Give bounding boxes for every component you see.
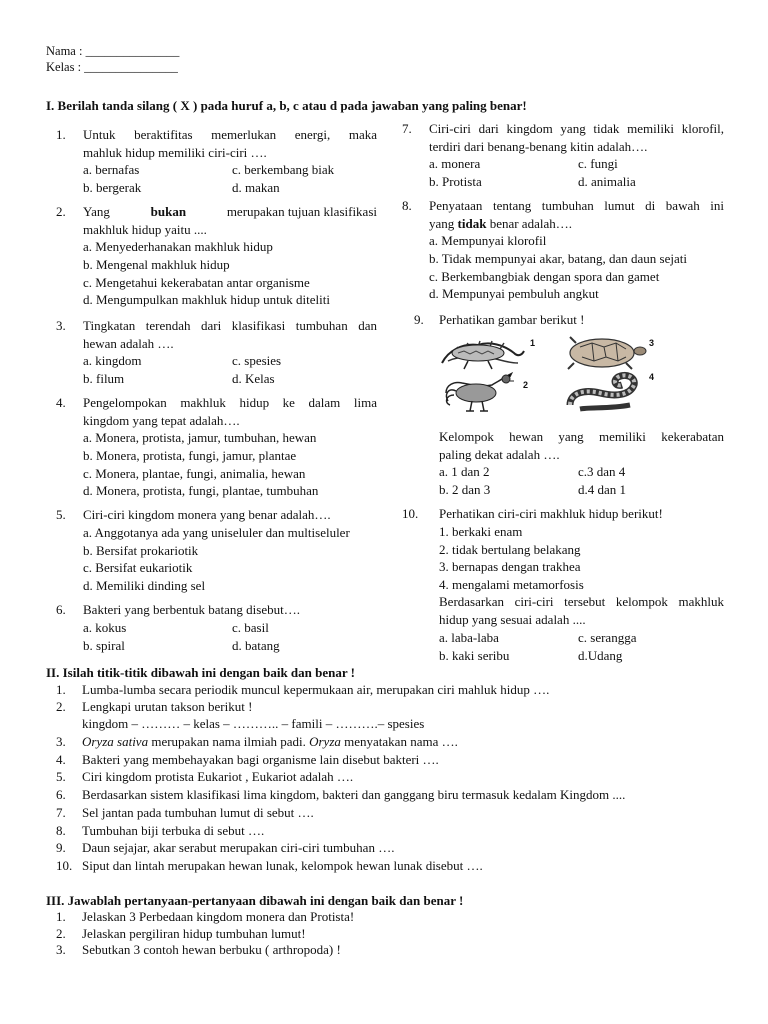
- question-number: 8.: [402, 198, 412, 213]
- animal-image-1-lizard: [438, 333, 528, 371]
- list-item: 1. berkaki enam: [439, 524, 523, 539]
- question-text: Ciri-ciri dari kingdom yang tidak memiliki klorofil,: [429, 121, 724, 136]
- question-3: [56, 317, 378, 389]
- item-text: Siput dan lintah merupakan hewan lunak, kelompok hewan lunak disebut ….: [82, 858, 483, 873]
- question-number: 2.: [56, 204, 66, 219]
- list-item: 4. mengalami metamorfosis: [439, 577, 584, 592]
- question-text: Untuk beraktifitas memerlukan energi, maka: [83, 127, 377, 142]
- option-d: d.Udang: [578, 648, 623, 663]
- question-number: 9.: [414, 312, 424, 327]
- question-text-emphasis: tidak: [457, 215, 487, 231]
- item-text: Sebutkan 3 contoh hewan berbuku ( arthropoda) !: [82, 942, 341, 957]
- question-5: [56, 506, 378, 596]
- option-a: a. 1 dan 2: [439, 464, 490, 479]
- option-b: b. bergerak: [83, 180, 142, 195]
- question-text: paling dekat adalah ….: [439, 446, 560, 462]
- option-c: c. spesies: [232, 353, 282, 368]
- animal-image-2-rooster: [438, 371, 520, 413]
- option-d: d. animalia: [578, 174, 636, 189]
- question-text: Berdasarkan ciri-ciri tersebut kelompok makhluk: [439, 594, 724, 609]
- question-text-emphasis: bukan: [150, 204, 187, 219]
- question-number: 6.: [56, 602, 66, 617]
- section-3-title: III. Jawablah pertanyaan-pertanyaan dibawah ini dengan baik dan benar !: [46, 893, 464, 908]
- image-label: 4: [649, 372, 655, 382]
- question-text: benar adalah….: [486, 215, 572, 231]
- item-text: Ciri kingdom protista Eukariot , Eukariot adalah ….: [82, 769, 354, 784]
- question-text: terdiri dari benang-benang kitin adalah….: [429, 138, 648, 154]
- list-item: [46, 715, 424, 733]
- question-number: 10.: [402, 506, 419, 521]
- image-label: 1: [530, 338, 536, 348]
- option-c: c. fungi: [578, 156, 618, 171]
- question-number: 5.: [56, 507, 66, 522]
- item-text: Berdasarkan sistem klasifikasi lima kingdom, bakteri dan ganggang biru termasuk kedalam Kingdom ....: [82, 787, 626, 802]
- image-label: 2: [523, 380, 529, 390]
- question-number: 1.: [56, 127, 66, 142]
- option-d: d. Monera, protista, fungi, plantae, tumbuhan: [83, 483, 319, 498]
- option-c: c. Mengetahui kekerabatan antar organisme: [83, 275, 310, 290]
- item-number: 3.: [56, 942, 66, 957]
- question-4: [56, 394, 378, 502]
- question-7: [402, 120, 726, 192]
- item-number: 6.: [56, 787, 66, 802]
- list-item: 2. tidak bertulang belakang: [439, 542, 581, 557]
- option-c: c. basil: [232, 620, 269, 635]
- list-item: [46, 822, 264, 840]
- list-item: [46, 733, 458, 751]
- item-text-italic: Oryza sativa: [82, 734, 149, 749]
- item-number: 4.: [56, 752, 66, 767]
- option-b: b. Protista: [429, 174, 482, 189]
- question-text: Pengelompokan makhluk hidup ke dalam lima: [83, 395, 377, 410]
- question-text: mahluk hidup memiliki ciri-ciri ….: [83, 144, 267, 160]
- question-text: Bakteri yang berbentuk batang disebut….: [83, 602, 300, 617]
- option-d: d. batang: [232, 638, 280, 653]
- item-number: 9.: [56, 840, 66, 855]
- option-d: d. Mengumpulkan makhluk hidup untuk diteliti: [83, 292, 330, 307]
- list-item: [46, 768, 353, 786]
- question-number: 7.: [402, 121, 412, 136]
- option-b: b. Monera, protista, fungi, jamur, plantae: [83, 448, 297, 463]
- question-text: Tingkatan terendah dari klasifikasi tumbuhan dan: [83, 318, 377, 333]
- item-number: 8.: [56, 823, 66, 838]
- list-item: [46, 751, 439, 769]
- option-c: c.3 dan 4: [578, 464, 626, 479]
- option-a: a. kingdom: [83, 353, 142, 368]
- question-number: 3.: [56, 318, 66, 333]
- option-c: c. Monera, plantae, fungi, animalia, hewan: [83, 466, 306, 481]
- option-d: d. Kelas: [232, 371, 275, 386]
- animal-image-3-turtle: [560, 333, 648, 371]
- option-b: b. spiral: [83, 638, 125, 653]
- list-item: [46, 908, 354, 926]
- item-text: Daun sejajar, akar serabut merupakan ciri-ciri tumbuhan ….: [82, 840, 395, 855]
- option-d: d. Memiliki dinding sel: [83, 578, 206, 593]
- section-2-title: II. Isilah titik-titik dibawah ini dengan baik dan benar !: [46, 665, 355, 680]
- list-item: 3. bernapas dengan trakhea: [439, 559, 581, 574]
- question-2: [56, 203, 378, 311]
- item-number: 10.: [56, 858, 73, 873]
- item-text: Jelaskan pergiliran hidup tumbuhan lumut!: [82, 926, 306, 941]
- item-number: 7.: [56, 805, 66, 820]
- question-text: Kelompok hewan yang memiliki kekerabatan: [439, 429, 724, 444]
- question-text: hewan adalah ….: [83, 335, 174, 351]
- option-a: a. Monera, protista, jamur, tumbuhan, hewan: [83, 430, 317, 445]
- option-a: a. Menyederhanakan makhluk hidup: [83, 239, 273, 254]
- option-b: b. Mengenal makhluk hidup: [83, 257, 230, 272]
- option-b: b. Bersifat prokariotik: [83, 543, 199, 558]
- question-number: 4.: [56, 395, 66, 410]
- question-8: [402, 197, 726, 305]
- question-6: [56, 601, 378, 657]
- list-item: [46, 941, 341, 959]
- item-text: kingdom – ……… – kelas – ……….. – famili – ……….– spesies: [82, 716, 425, 731]
- option-b: b. 2 dan 3: [439, 482, 491, 497]
- option-b: b. filum: [83, 371, 125, 386]
- question-text: makhluk hidup yaitu ....: [83, 221, 207, 237]
- item-text: Sel jantan pada tumbuhan lumut di sebut ….: [82, 805, 314, 820]
- question-9: [402, 311, 726, 501]
- list-item: [46, 786, 625, 804]
- animal-image-4-snake: [560, 369, 648, 413]
- question-text: Ciri-ciri kingdom monera yang benar adalah….: [83, 507, 331, 522]
- item-text: Jelaskan 3 Perbedaan kingdom monera dan Protista!: [82, 909, 355, 924]
- item-number: 2.: [56, 926, 66, 941]
- item-text: Lumba-lumba secara periodik muncul kepermukaan air, merupakan ciri mahluk hidup ….: [82, 682, 550, 697]
- list-item: [46, 925, 306, 943]
- question-text: Penyataan tentang tumbuhan lumut di bawah ini: [429, 198, 724, 213]
- option-c: c. serangga: [578, 630, 637, 645]
- item-text: menyatakan nama ….: [340, 734, 458, 749]
- list-item: [46, 857, 483, 875]
- list-item: [46, 839, 394, 857]
- option-a: a. Mempunyai klorofil: [429, 233, 547, 248]
- class-field: Kelas : _______________: [46, 60, 178, 74]
- question-text: kingdom yang tepat adalah….: [83, 412, 240, 428]
- question-text: Perhatikan ciri-ciri makhluk hidup berikut!: [439, 506, 663, 521]
- question-text: merupakan tujuan klasifikasi: [226, 204, 377, 219]
- option-b: b. Tidak mempunyai akar, batang, dan daun sejati: [429, 251, 687, 266]
- item-text: merupakan nama ilmiah padi.: [148, 734, 310, 749]
- question-10: [402, 505, 726, 665]
- item-text-italic: Oryza: [309, 734, 341, 749]
- list-item: [46, 698, 252, 716]
- item-text: Bakteri yang membehayakan bagi organisme lain disebut bakteri ….: [82, 752, 439, 767]
- option-d: d.4 dan 1: [578, 482, 627, 497]
- question-1: [56, 126, 378, 198]
- item-number: 2.: [56, 699, 66, 714]
- name-field: Nama : _______________: [46, 44, 180, 58]
- question-text: Yang: [83, 204, 110, 219]
- option-a: a. kokus: [83, 620, 127, 635]
- option-a: a. monera: [429, 156, 481, 171]
- option-a: a. laba-laba: [439, 630, 499, 645]
- option-b: b. kaki seribu: [439, 648, 510, 663]
- list-item: [46, 804, 314, 822]
- list-item: [46, 681, 549, 699]
- option-c: c. berkembang biak: [232, 162, 335, 177]
- item-text: Lengkapi urutan takson berikut !: [82, 699, 253, 714]
- question-text: hidup yang sesuai adalah ....: [439, 611, 586, 627]
- option-d: d. makan: [232, 180, 280, 195]
- question-text: Perhatikan gambar berikut !: [439, 312, 585, 327]
- item-number: 3.: [56, 734, 66, 749]
- section-1-title: I. Berilah tanda silang ( X ) pada huruf a, b, c atau d pada jawaban yang paling benar!: [46, 98, 527, 113]
- question-text: yang: [429, 215, 458, 231]
- item-number: 5.: [56, 769, 66, 784]
- option-a: a. Anggotanya ada yang uniseluler dan multiseluler: [83, 525, 350, 540]
- item-number: 1.: [56, 682, 66, 697]
- option-c: c. Bersifat eukariotik: [83, 560, 193, 575]
- option-c: c. Berkembangbiak dengan spora dan gamet: [429, 269, 660, 284]
- item-number: 1.: [56, 909, 66, 924]
- image-label: 3: [649, 338, 655, 348]
- option-a: a. bernafas: [83, 162, 140, 177]
- item-text: Tumbuhan biji terbuka di sebut ….: [82, 823, 265, 838]
- option-d: d. Mempunyai pembuluh angkut: [429, 286, 599, 301]
